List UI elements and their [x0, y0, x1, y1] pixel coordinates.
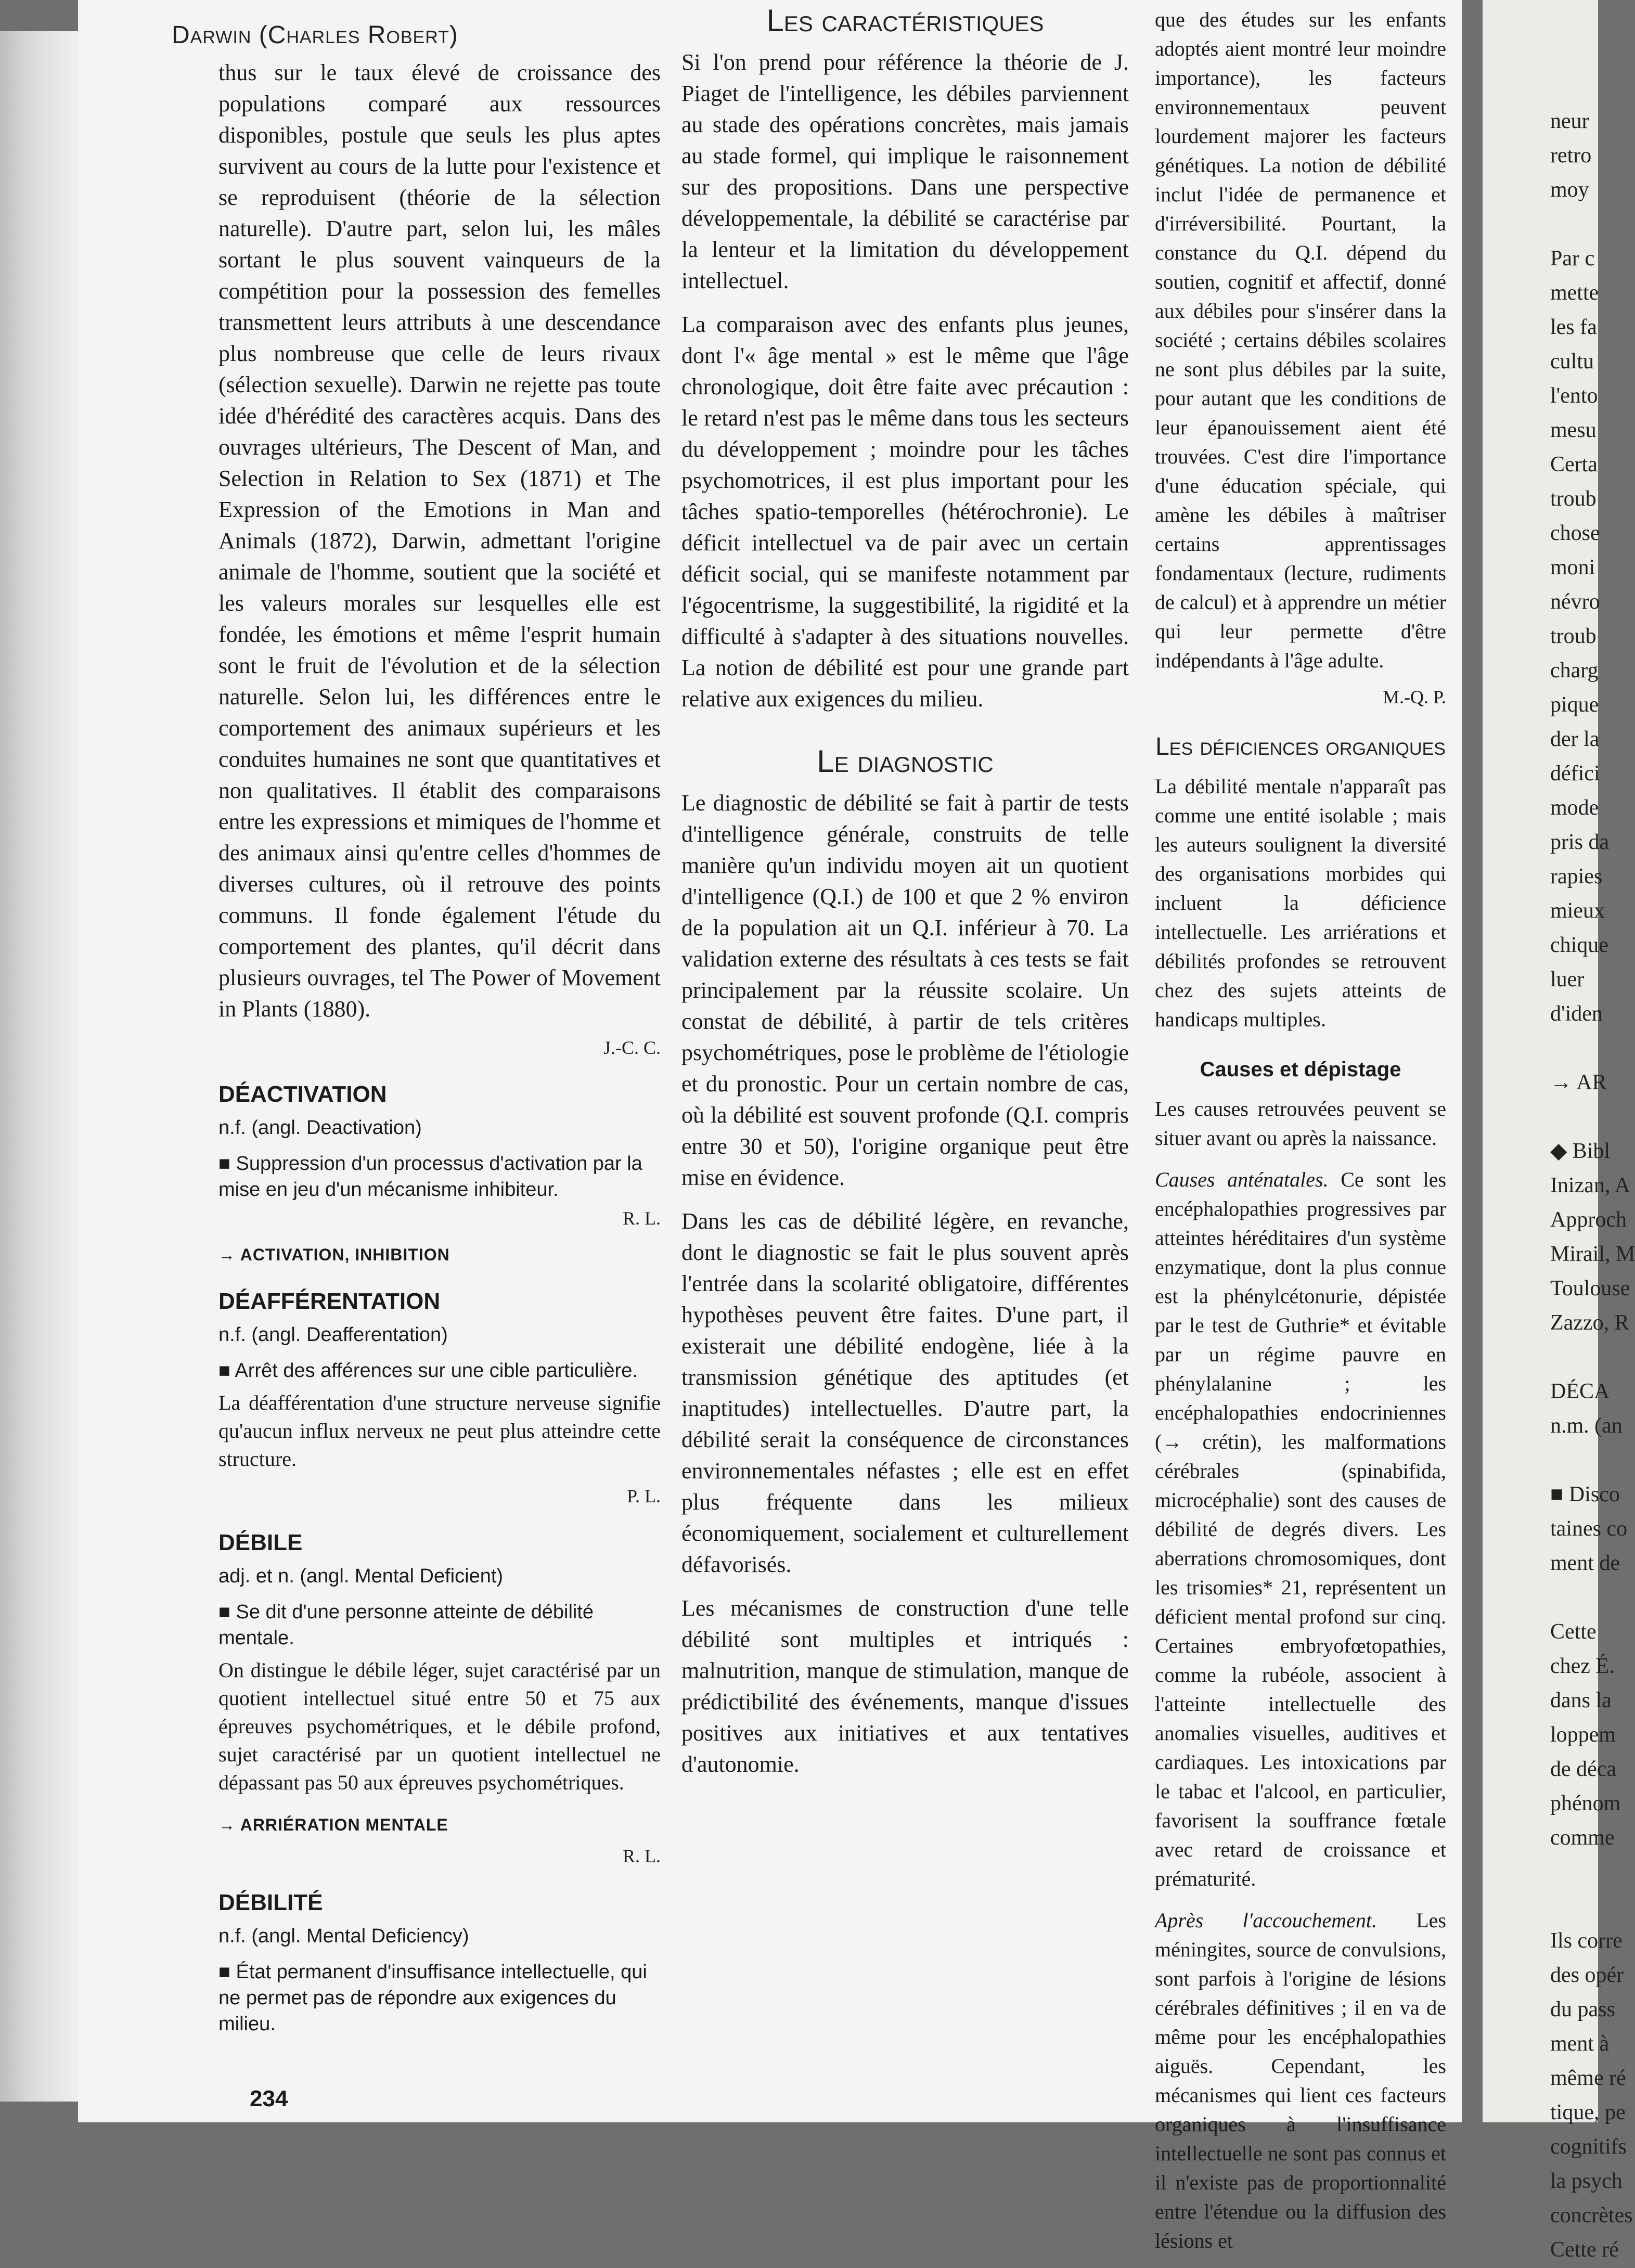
facing-line-fragment: DÉCA [1550, 1380, 1610, 1403]
page-number: 234 [250, 2086, 288, 2111]
paragraph: Dans les cas de débilité légère, en revanche, dont le diagnostic se fait le plus souvent après l'entrée dans la scolarité obligatoire, différentes hypothèses peuvent être faites. D'une part, il existerait une débilité endogène, liée à la transmission génétique des aptitudes (et inaptitudes) intellectuelles. D'autre part, la débilité serait la conséquence de circonstances environnementales néfastes ; elle est en effet plus fréquente dans les milieux économiquement, socialement et culturellement défavorisés. [681, 1208, 1129, 1577]
facing-line-fragment: pris da [1550, 830, 1610, 854]
paragraph: La comparaison avec des enfants plus jeunes, dont l'« âge mental » est le même que l'âge chronologique, doit être faite avec précaution : le retard n'est pas le même dans tous les secteurs du développement ; moindre pour les tâches psychomotrices, il est plus important pour les tâches spatio-temporelles (hétérochronie). Le déficit intellectuel va de pair avec un certain déficit social, qui se manifeste notamment par l'égocentrisme, la suggestibilité, la rigidité et la difficulté à s'adapter à des situations nouvelles. La notion de débilité est pour une grande part relative aux exigences du milieu. [681, 312, 1129, 712]
entry-headword: DÉAFFÉRENTATION [218, 1288, 441, 1314]
facing-line-fragment [1550, 1100, 1635, 1134]
paragraph-text: Les méningites, source de convulsions, sont parfois à l'origine de lésions cérébrales définitives ; il en va de même pour les encéphalopathies aiguës. Cependant, les mécanismes qui lient ces facteurs organiques à l'insuffisance intellectuelle ne sont pas connus et il n'existe pas de proportionnalité entre l'étendue ou la diffusion des lésions et [1155, 1909, 1446, 2252]
entry-deafferentation [218, 1286, 661, 1512]
subsection-title-causes: Causes et dépistage [1200, 1058, 1401, 1081]
cross-reference[interactable]: → ACTIVATION, INHIBITION [218, 1245, 450, 1264]
facing-line-fragment: rapies [1550, 865, 1603, 888]
facing-line-fragment: chique [1550, 933, 1608, 957]
dictionary-page [78, 0, 1462, 2252]
facing-line-fragment: défici [1550, 762, 1600, 785]
facing-line-fragment: moy [1550, 178, 1589, 202]
entry-signature: P. L. [626, 1486, 661, 1506]
facing-line-fragment: mesu [1550, 418, 1597, 442]
facing-line-fragment: cognitifs [1550, 2135, 1627, 2159]
darwin-signature: J.-C. C. [603, 1037, 661, 1058]
facing-line-fragment: des opér [1550, 1963, 1624, 1987]
facing-line-fragment: mieux [1550, 899, 1605, 923]
facing-line-fragment: ment à [1550, 2032, 1610, 2056]
facing-line-fragment: troub [1550, 624, 1597, 648]
facing-line-fragment: luer [1550, 968, 1585, 991]
facing-line-fragment: loppem [1550, 1723, 1616, 1747]
entry-signature: R. L. [622, 1846, 661, 1866]
facing-line-fragment: Mirail, M [1550, 1242, 1635, 1266]
facing-line-fragment: retro [1550, 144, 1592, 167]
paragraph: Les mécanismes de construction d'une telle débilité sont multiples et intriqués : malnutrition, manque de stimulation, manque de prédictibilité des événements, manque d'issues positives aux initiatives et aux tentatives d'autonomie. [681, 1595, 1129, 1777]
entry-definition: ■ Suppression d'un processus d'activation par la mise en jeu d'un mécanisme inhibiteur. [218, 1153, 642, 1201]
facing-line-fragment: Par c [1550, 247, 1595, 270]
entry-definition: ■ Se dit d'une personne atteinte de débilité mentale. [218, 1601, 594, 1649]
cross-reference[interactable]: → ARRIÉRATION MENTALE [218, 1815, 448, 1834]
section-title-diagnostic: Le diagnostic [817, 744, 994, 779]
run-in-heading: Causes anténatales. [1155, 1168, 1329, 1191]
entry-headword: DÉBILITÉ [218, 1890, 323, 1915]
paragraph-text: Ce sont les encéphalopathies progressives par atteintes héréditaires d'un système enzymatique, dont la plus connue est la phénylcétonurie, dépistée par le test de Guthrie* et évitable par un régime pauvre en phénylalanine ; les encéphalopathies endocriniennes (→ crétin), les malformations cérébrales (spinabifida, microcéphalie) sont des causes de débilité de degrés divers. Les aberrations chromosomiques, dont les trisomies* 21, représentent un déficient mental profond sur cinq. Certaines embryofœtopathies, comme la rubéole, associent à l'atteinte intellectuelle des anomalies visuelles, auditives et cardiaques. Les intoxications par le tabac et l'alcool, en particulier, favorisent la souffrance fœtale avec retard de croissance et prématurité. [1155, 1168, 1447, 1890]
paragraph: Les causes retrouvées peuvent se situer avant ou après la naissance. [1155, 1097, 1446, 1150]
facing-line-fragment [1550, 1443, 1635, 1477]
facing-line-fragment: charg [1550, 659, 1599, 682]
facing-line-fragment: taines co [1550, 1517, 1628, 1541]
facing-line-fragment: de déca [1550, 1757, 1617, 1781]
facing-line-fragment: d'iden [1550, 1002, 1603, 1026]
running-head: Darwin (Charles Robert) [172, 21, 458, 49]
facing-line-fragment: du pass [1550, 1998, 1615, 2021]
paragraph: que des études sur les enfants adoptés aient montré leur moindre importance), les facteurs environnementaux peuvent lourdement majorer les facteurs génétiques. La notion de débilité inclut l'idée de permanence et d'irréversibilité. Pourtant, la constance du Q.I. dépend du soutien, cognitif et affectif, donné aux débiles pour s'insérer dans la société ; certains débiles scolaires ne sont plus débiles par la suite, pour autant que les conditions de leur épanouissement aient été trouvées. C'est dire l'importance d'une éducation spéciale, qui amène les débiles à maîtriser certains apprentissages fondamentaux (lecture, rudiments de calcul) et à apprendre un métier qui leur permette d'être indépendants à l'âge adulte. [1155, 8, 1446, 672]
facing-line-fragment [1550, 1855, 1635, 1889]
entry-grammar: adj. et n. (angl. Mental Deficient) [218, 1565, 504, 1587]
darwin-entry-text: thus sur le taux élevé de croissance des populations comparé aux ressources disponibles, postule que seuls les plus aptes survivent au cours de la lutte pour l'existence et se reproduisent (théorie de la sélection naturelle). D'autre part, selon lui, les mâles sortant le plus souvent vainqueurs de la compétition pour la possession des femelles transmettent leurs attributs à une descendance plus nombreuse que celle de leurs rivaux (sélection sexuelle). Darwin ne rejette pas toute idée d'hérédité des caractères acquis. Dans des ouvrages ultérieurs, The Descent of Man, and Selection in Relation to Sex (1871) et The Expression of the Emotions in Man and Animals (1872), Darwin, admettant l'origine animale de l'homme, soutient que la société et les valeurs morales sur lesquelles elle est fondée, les émotions et même l'esprit humain sont le fruit de l'évolution et de la sélection naturelle. Selon lui, les différences entre le comportement des animaux supérieurs et les conduites humaines ne sont que quantitatives et non qualitatives. Il établit des comparaisons entre les expressions et mimiques de l'homme et des animaux ainsi qu'entre celles d'hommes de diverses cultures, où il retrouve des points communs. Il fonde également l'étude du comportement des plantes, qu'il décrit dans plusieurs ouvrages, tel The Power of Movement in Plants (1880). [218, 60, 661, 1022]
section-title-caracteristiques: Les caractéristiques [766, 3, 1044, 38]
entry-deactivation [218, 1079, 661, 1270]
entry-body: La déafférentation d'une structure nerveuse signifie qu'aucun influx nerveux ne peut plus atteindre cette structure. [218, 1391, 661, 1471]
column-1 [218, 57, 661, 2042]
facing-page-fragments [1550, 104, 1635, 2267]
facing-line-fragment: concrètes [1550, 2203, 1633, 2227]
facing-line-fragment [1550, 1580, 1635, 1615]
section-title-deficiences: Les déficiences organiques [1155, 733, 1446, 761]
facing-line-fragment: Certa [1550, 453, 1598, 476]
facing-line-fragment: chose [1550, 521, 1600, 545]
facing-line-fragment: Cette ré [1550, 2238, 1619, 2262]
paragraph-postnatal [1155, 1906, 1446, 2256]
facing-line-fragment: ment de [1550, 1551, 1620, 1575]
facing-page [1483, 0, 1635, 2262]
facing-line-fragment: n.m. (an [1550, 1414, 1623, 1438]
facing-line-fragment: mode [1550, 796, 1599, 820]
facing-line-fragment: dans la [1550, 1689, 1612, 1712]
facing-line-fragment: Ils corre [1550, 1929, 1623, 1953]
facing-line-fragment: ◆ Bibl [1550, 1139, 1611, 1163]
entry-definition: ■ État permanent d'insuffisance intellectuelle, qui ne permet pas de répondre aux exigences du milieu. [218, 1961, 647, 2035]
paragraph: Si l'on prend pour référence la théorie de J. Piaget de l'intelligence, les débiles parviennent au stade des opérations concrètes, mais jamais au stade formel, qui implique le raisonnement sur des propositions. Dans une perspective développementale, la débilité se caractérise par la lenteur et la limitation du développement intellectuel. [681, 49, 1129, 293]
facing-line-fragment [1550, 207, 1635, 241]
facing-line-fragment: der la [1550, 727, 1600, 751]
facing-line-fragment: chez É. [1550, 1654, 1615, 1678]
facing-line-fragment: l'ento [1550, 384, 1598, 408]
entry-grammar: n.f. (angl. Deafferentation) [218, 1324, 448, 1346]
facing-line-fragment: cultu [1550, 350, 1594, 373]
facing-line-fragment: même ré [1550, 2066, 1626, 2090]
run-in-heading: Après l'accouchement. [1155, 1909, 1377, 1932]
paragraph: La débilité mentale n'apparaît pas comme une entité isolable ; mais les auteurs soulignent la diversité des organisations morbides qui incluent la déficience intellectuelle. Les arriérations et débilités profondes se retrouvent chez des sujets atteints de handicaps multiples. [1155, 775, 1446, 1031]
facing-line-fragment: Toulouse [1550, 1277, 1630, 1300]
facing-line-fragment: Cette [1550, 1620, 1597, 1644]
facing-line-fragment: les fa [1550, 315, 1597, 339]
facing-line-fragment [1550, 1031, 1635, 1065]
facing-line-fragment [1550, 1889, 1635, 1924]
entry-definition: ■ Arrêt des afférences sur une cible particulière. [218, 1360, 638, 1382]
entry-debilite [218, 1887, 661, 2037]
column-2 [681, 5, 1129, 1793]
facing-line-fragment: pique [1550, 693, 1599, 717]
facing-line-fragment: tique, pe [1550, 2101, 1626, 2124]
entry-headword: DÉBILE [218, 1530, 303, 1555]
entry-grammar: n.f. (angl. Mental Deficiency) [218, 1925, 469, 1947]
entry-headword: DÉACTIVATION [218, 1081, 387, 1107]
facing-line-fragment: → AR [1550, 1071, 1607, 1094]
facing-line-fragment: Zazzo, R [1550, 1311, 1629, 1335]
facing-line-fragment: Approch [1550, 1208, 1627, 1232]
entry-body: On distingue le débile léger, sujet caractérisé par un quotient intellectuel situé entre 50 et 75 aux épreuves psychométriques, et le débile profond, sujet caractérisé par un quotient intellectuel ne dépassant pas 50 aux épreuves psychométriques. [218, 1658, 661, 1794]
section-signature: M.-Q. P. [1382, 687, 1446, 707]
paragraph: Le diagnostic de débilité se fait à partir de tests d'intelligence générale, construits de telle manière qu'un individu moyen ait un quotient d'intelligence (Q.I.) de 100 et que 2 % environ de la population ait un Q.I. inférieur à 70. La validation externe des résultats à ces tests se fait principalement par la réussite scolaire. Un constat de débilité, à partir de tels critères psychométriques, pose le problème de l'étiologie et du pronostic. Pour un certain nombre de cas, où la débilité est souvent profonde (Q.I. compris entre 30 et 50), l'origine organique peut être mise en évidence. [681, 790, 1129, 1190]
facing-line-fragment: phénom [1550, 1792, 1621, 1815]
facing-line-fragment: névro [1550, 590, 1600, 614]
facing-line-fragment: la psych [1550, 2169, 1623, 2193]
facing-line-fragment: moni [1550, 556, 1595, 579]
entry-grammar: n.f. (angl. Deactivation) [218, 1117, 422, 1139]
column-3 [1155, 5, 1446, 2268]
facing-line-fragment [1550, 1340, 1635, 1374]
facing-line-fragment: comme [1550, 1826, 1615, 1850]
facing-line-fragment: neur [1550, 109, 1589, 133]
facing-line-fragment: mette [1550, 281, 1599, 305]
facing-line-fragment: ■ Disco [1550, 1483, 1620, 1506]
facing-line-fragment: Inizan, A [1550, 1174, 1630, 1197]
facing-line-fragment: troub [1550, 487, 1597, 511]
entry-signature: R. L. [622, 1208, 661, 1229]
entry-debile [218, 1527, 661, 1872]
paragraph-antenatal [1155, 1165, 1446, 1893]
